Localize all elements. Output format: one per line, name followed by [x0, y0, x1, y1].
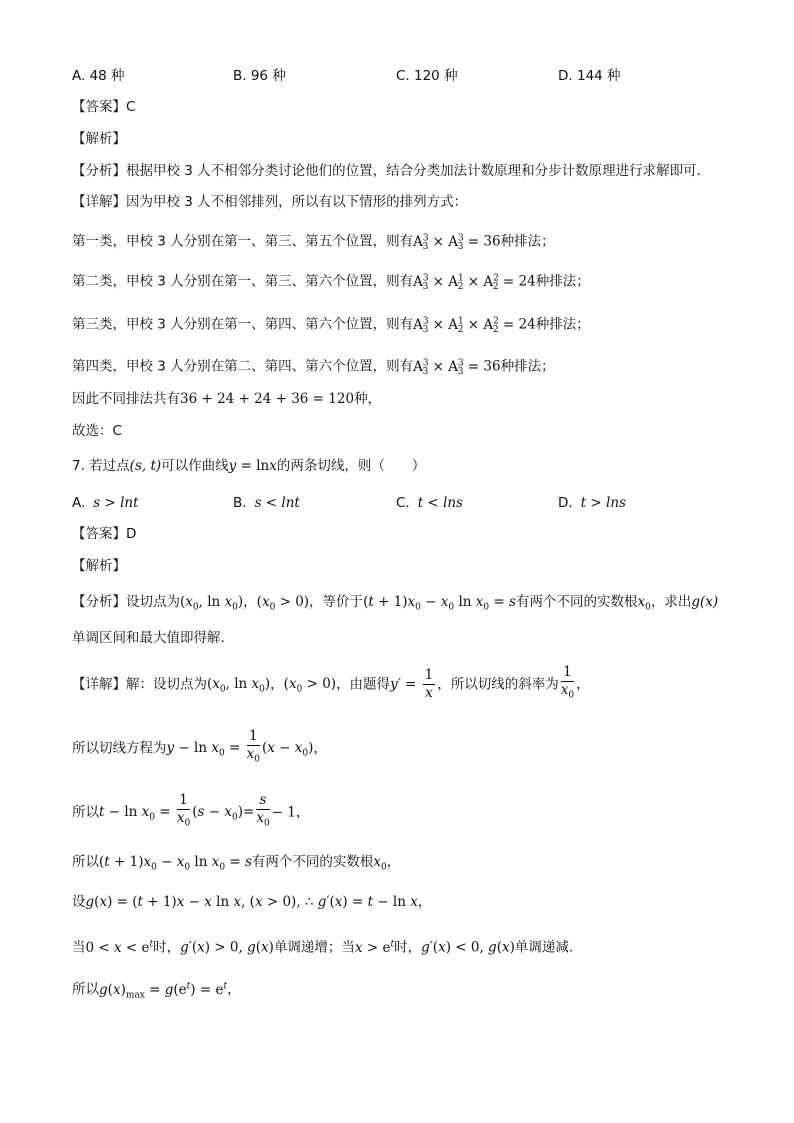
set-eq: g(x) = (t + 1)x − x ln x, (x > 0), ∴ g′(x) = t − ln x [85, 894, 418, 910]
q6-fenxi [72, 161, 701, 181]
set-label: 设 [72, 894, 86, 910]
stem-curve-ln: ln [256, 458, 270, 474]
fenxi-gx: g(x) [691, 594, 719, 610]
so-label: 所以 [72, 804, 99, 821]
roots-suffix: 有两个不同的实数根 [251, 854, 374, 870]
case-result: 36 [483, 233, 501, 250]
q6-case-4 [72, 353, 555, 382]
fenxi-1: 设切点为 [126, 594, 180, 610]
fenxi-4: ，求出 [650, 594, 692, 610]
q6-option-c: C. 120 种 [396, 68, 458, 84]
option-expr: t > lns [580, 495, 626, 511]
case-formula: $A^3_3 \times A^1_2 \times A^2_2$ = [413, 316, 519, 336]
fenxi-text: 根据甲校 3 人不相邻分类讨论他们的位置，结合分类加法计数原理和分步计数原理进行求解即可. [126, 163, 701, 179]
time-label-1: 时， [153, 939, 181, 956]
fenxi-x0: $x_0$ [637, 594, 651, 613]
q6-choose: 故选：C [72, 423, 122, 439]
q6-option-b: B. 96 种 [233, 68, 286, 84]
xiangjie-tag: 【详解】 [72, 194, 126, 210]
q6-case-2 [72, 268, 590, 297]
case-text: 第四类，甲校 3 人分别在第二、第四、第六个位置，则有 [72, 358, 414, 375]
q6-case-3 [72, 311, 590, 340]
tangent-label: 所以切线方程为 [72, 740, 167, 757]
option-letter: B. [233, 495, 247, 511]
case-unit: 种排法； [535, 316, 590, 333]
q6-option-a: A. 48 种 [72, 68, 125, 84]
when-cond-1: $0 < x < e^t$ [85, 939, 154, 956]
q7-option-b [233, 493, 300, 513]
so-eq: $t - \ln x_0$ = [99, 804, 175, 824]
fenxi-tag: 【分析】 [72, 594, 126, 610]
so-eq-tail: − 1 [271, 804, 296, 821]
q6-total [72, 389, 381, 409]
case-text: 第二类，甲校 3 人分别在第一、第三、第六个位置，则有 [72, 273, 414, 290]
case-text: 第三类，甲校 3 人分别在第一、第四、第六个位置，则有 [72, 316, 414, 333]
case-unit: 种排法； [535, 273, 590, 290]
stem-prefix: 7. 若过点 [72, 458, 130, 474]
stem-mid: 可以作曲线 [161, 458, 229, 474]
time-label-2: 时， [394, 939, 422, 956]
stem-point: (s, t) [129, 458, 162, 474]
so-eq-mid: $(s - x_0)=$ [192, 804, 255, 824]
inc-label: 单调递增；当 [273, 939, 355, 956]
tangent-eq-tail: $(x - x_0)$ [261, 740, 314, 760]
q6-option-d: D. 144 种 [558, 68, 621, 84]
option-letter: A. [72, 495, 86, 511]
q7-set-line: 设g(x) = (t + 1)x − x ln x, (x > 0), ∴ g′(x) = t − ln x， [72, 894, 432, 910]
xj-1: 解：设切点为 [126, 676, 207, 693]
case-unit: 种排法； [500, 358, 555, 375]
option-expr: s < lnt [254, 495, 300, 511]
roots-eq: $(t + 1)x_0 - x_0$ $\ln x_0 = s$ [99, 854, 252, 873]
frac-1-over-x0: $\frac{1}{x_0}$ [176, 792, 191, 829]
fenxi-point: ($x_0$, $\ln x_0$) [180, 594, 244, 613]
total-expr: 36 + 24 + 24 + 36 = 120 [180, 391, 355, 407]
xiangjie-text: 因为甲校 3 人不相邻排列，所以有以下情形的排列方式： [126, 194, 468, 210]
answer-tag: 【答案】 [72, 99, 126, 115]
frac-1-over-x0: $\frac{1}{x_0}$ [246, 728, 260, 765]
fenxi-eq: $(t + 1)x_0 - x_0$ $\ln x_0 = s$ [363, 594, 516, 613]
case-result: 36 [483, 358, 501, 375]
tangent-eq: $y - \ln x_0$ = [166, 740, 245, 760]
fenxi-2: ，等价于 [309, 594, 364, 610]
case-formula: $A^3_3 \times A^3_3$ = [413, 233, 484, 253]
q6-xiangjie [72, 192, 467, 212]
frac-1-over-x0: $\frac{1}{x_0}$ [560, 664, 575, 701]
fenxi-cond: $(x_0 > 0)$ [256, 594, 310, 613]
fenxi-3: 有两个不同的实数根 [515, 594, 638, 610]
q7-xiangjie: 【详解】解：设切点为($x_0$, $\ln x_0$)，$(x_0 > 0)$，由题得y′ = $\frac{1}{x}$ ，所以切线的斜率为 $\frac{1}{x_0}$ ， [72, 664, 590, 710]
xj-deriv: y′ = [390, 676, 421, 693]
q7-fenxi-line2: 单调区间和最大值即得解. [72, 630, 225, 646]
q7-jiexi: 【解析】 [72, 558, 126, 574]
xj-point: ($x_0$, $\ln x_0$) [207, 676, 271, 696]
option-expr: t < lns [417, 495, 463, 511]
total-prefix: 因此不同排法共有 [72, 391, 180, 407]
option-letter: D. [558, 495, 573, 511]
case-formula: $A^3_3 \times A^3_3$ = [413, 358, 484, 378]
answer-value: D [126, 526, 137, 542]
option-expr: s > lnt [93, 495, 139, 511]
frac-s-over-x0: $\frac{s}{x_0}$ [256, 792, 270, 829]
dec-cond: g′(x) < 0, g(x) [421, 939, 515, 956]
stem-curve: y = [228, 458, 257, 474]
stem-curve-x: x [269, 458, 277, 474]
when-label: 当 [72, 939, 86, 956]
option-letter: C. [396, 495, 410, 511]
xiangjie-tag: 【详解】 [72, 676, 126, 693]
case-text: 第一类，甲校 3 人分别在第一、第三、第五个位置，则有 [72, 233, 414, 250]
case-formula: $A^3_3 \times A^1_2 \times A^2_2$ = [413, 273, 519, 293]
xj-3: ，所以切线的斜率为 [437, 676, 559, 693]
q7-option-d [558, 493, 626, 513]
q7-fenxi: 【分析】设切点为($x_0$, $\ln x_0$)，$(x_0 > 0)$，等价于$(t + 1)x_0 - x_0$ $\ln x_0 = s$有两个不同的实数根$x_0$，求出g(x) [72, 594, 719, 613]
max-eq: $g(x)_{max} = g(e^t) = e^t$ [99, 981, 228, 1001]
fenxi-tag: 【分析】 [72, 163, 126, 179]
q7-answer [72, 524, 136, 544]
when-cond-2: $x > e^t$ [354, 939, 395, 956]
q7-max-line: 所以$g(x)_{max} = g(e^t) = e^t$， [72, 981, 241, 1001]
roots-x0: $x_0$ [373, 854, 387, 873]
max-label: 所以 [72, 981, 99, 998]
answer-value: C [126, 99, 136, 115]
q7-tangent-line: 所以切线方程为$y - \ln x_0$ = $\frac{1}{x_0}$ $(x - x_0)$， [72, 728, 327, 774]
dec-label: 单调递减. [514, 939, 574, 956]
frac-1-over-x: $\frac{1}{x}$ [424, 666, 434, 701]
case-result: 24 [518, 316, 536, 333]
roots-label: 所以 [72, 854, 99, 870]
total-suffix: 种， [354, 391, 382, 407]
q7-stem [72, 456, 425, 476]
q7-so-line: 所以$t - \ln x_0$ = $\frac{1}{x_0}$ $(s - x_0)=$ $\frac{s}{x_0}$ − 1， [72, 792, 309, 838]
case-result: 24 [518, 273, 536, 290]
q7-option-a [72, 493, 139, 513]
stem-suffix: 的两条切线，则（ ） [276, 458, 426, 474]
inc-cond: g′(x) > 0, g(x) [180, 939, 274, 956]
q6-jiexi: 【解析】 [72, 131, 126, 147]
q7-mono-line [72, 934, 573, 958]
q6-answer [72, 97, 135, 117]
q7-option-c [396, 493, 463, 513]
q7-roots-line: 所以$(t + 1)x_0 - x_0$ $\ln x_0 = s$有两个不同的实数根$x_0$， [72, 854, 401, 873]
xj-cond: $(x_0 > 0)$ [283, 676, 337, 696]
q6-case-1 [72, 228, 555, 257]
answer-tag: 【答案】 [72, 526, 126, 542]
case-unit: 种排法； [500, 233, 555, 250]
xj-2: ，由题得 [336, 676, 391, 693]
